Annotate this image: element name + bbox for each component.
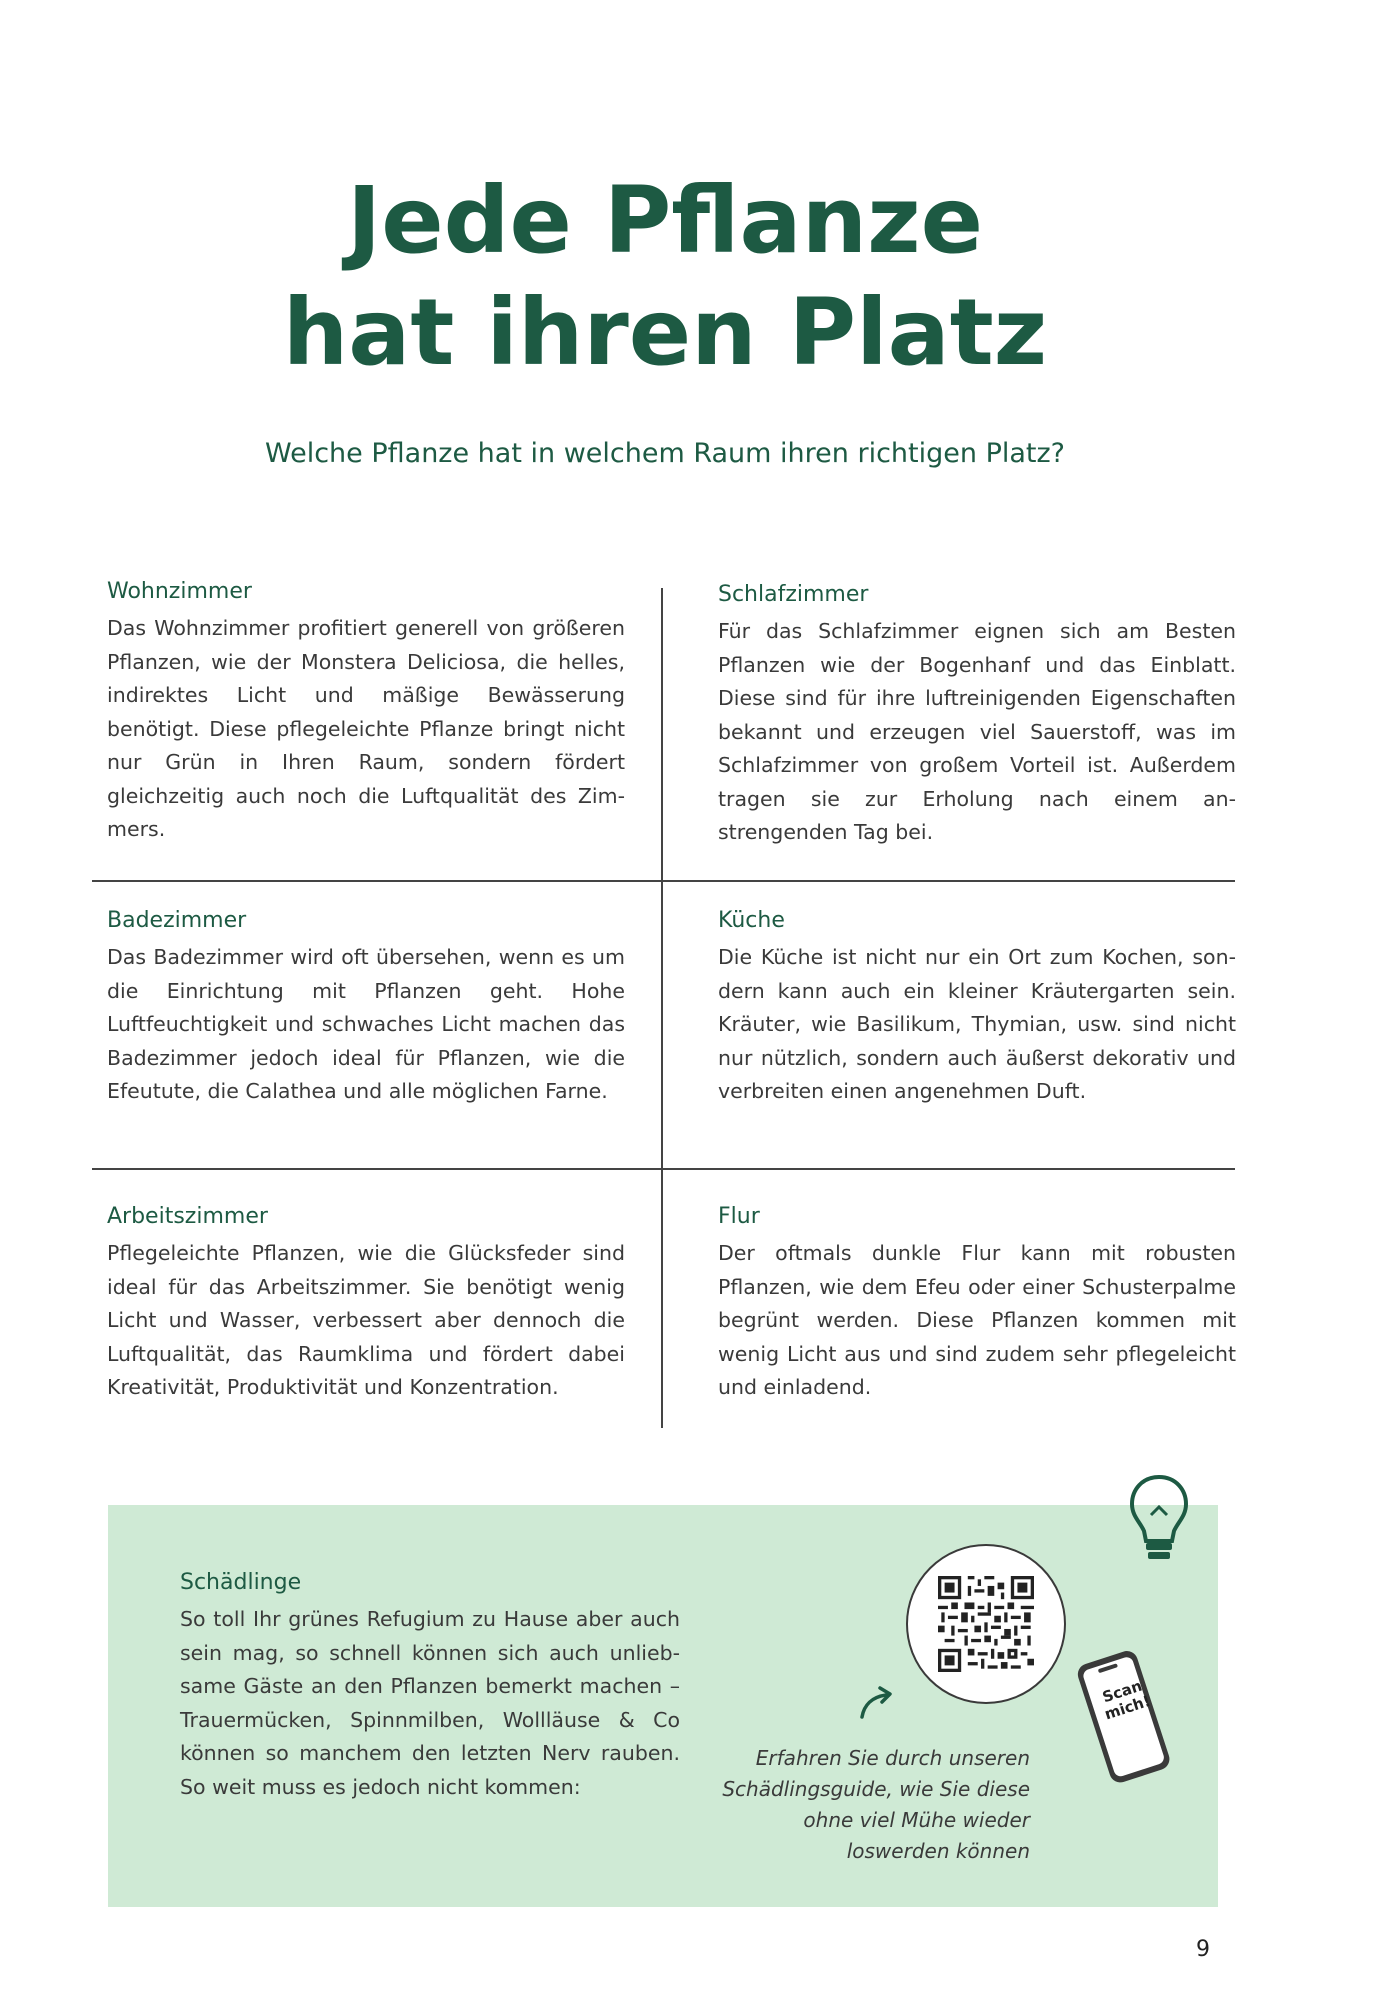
room-card-flur: [718, 1201, 1236, 1405]
room-heading: Badezimmer: [107, 908, 247, 933]
room-card-arbeitszimmer: [107, 1201, 625, 1405]
room-text: Pflegeleichte Pflanzen, wie die Glücksfeder sind ideal für das Arbeitszimmer. Sie benötigt wenig Licht und Wasser, verbessert aber dennoch die Luftqualität, das Raumklima und fördert dabei Kreativität, Produktivität und Konzentration.: [107, 1241, 625, 1399]
scan-me-label: Scan mich!: [1100, 1676, 1153, 1724]
qr-code-badge[interactable]: [906, 1544, 1066, 1704]
curved-arrow-icon: [856, 1683, 900, 1723]
page-number: 9: [1196, 1937, 1210, 1962]
page-subtitle: Welche Pflanze hat in welchem Raum ihren richtigen Platz?: [264, 438, 1065, 469]
room-heading: Arbeitszimmer: [107, 1204, 268, 1229]
room-text: Die Küche ist nicht nur ein Ort zum Kochen, sondern kann auch ein kleiner Kräutergarten sein. Kräuter, wie Basilikum, Thymian, usw. sind nicht nur nützlich, sondern auch äußerst dekorativ und verbreiten einen angenehmen Duft.: [718, 945, 1236, 1103]
lightbulb-icon: [1124, 1471, 1194, 1567]
pests-text-block: [180, 1567, 680, 1804]
room-heading: Küche: [718, 908, 785, 933]
pests-guide-hint: Erfahren Sie durch unseren Schädlingsguide, wie Sie diese ohne viel Mühe wieder loswerden können: [722, 1746, 1030, 1863]
qr-code-icon: [938, 1576, 1034, 1672]
room-card-badezimmer: [107, 905, 625, 1109]
room-card-kueche: [718, 905, 1236, 1109]
room-heading: Wohnzimmer: [107, 579, 252, 604]
room-card-schlafzimmer: [718, 579, 1236, 850]
pests-info-box: [108, 1505, 1218, 1907]
room-text: Für das Schlafzimmer eignen sich am Besten Pflanzen wie der Bogenhanf und das Einblatt. Diese sind für ihre luftreinigenden Eigenschaften bekannt und erzeugen viel Sauerstoff, was im Schlafzimmer von großem Vorteil ist. Außerdem tragen sie zur Erholung nach einem anstrengenden Tag bei.: [718, 619, 1236, 844]
room-text: Das Wohnzimmer profitiert generell von größeren Pflanzen, wie der Monstera Deliciosa, die helles, indirektes Licht und mäßige Bewässerung benötigt. Diese pflegeleichte Pflanze bringt nicht nur Grün in Ihren Raum, sondern fördert gleichzeitig auch noch die Luftqualität des Zimmers.: [107, 616, 625, 841]
room-text: Das Badezimmer wird oft übersehen, wenn es um die Einrichtung mit Pflanzen geht. Hohe Luftfeuchtigkeit und schwaches Licht machen das Badezimmer jedoch ideal für Pflanzen, wie die Efeutute, die Calathea und alle möglichen Farne.: [107, 945, 625, 1103]
grid-horizontal-divider-2: [92, 1168, 1235, 1170]
phone-illustration: [1068, 1643, 1178, 1797]
page-title: [0, 165, 1330, 389]
page-title-line-2: hat ihren Platz: [282, 279, 1048, 386]
grid-vertical-divider: [661, 588, 663, 1428]
room-heading: Schlafzimmer: [718, 582, 869, 607]
pests-heading: Schädlinge: [180, 1570, 302, 1595]
grid-horizontal-divider-1: [92, 880, 1235, 882]
room-text: Der oftmals dunkle Flur kann mit robusten Pflanzen, wie dem Efeu oder einer Schusterpalme begrünt werden. Diese Pflanzen kommen mit wenig Licht aus und sind zudem sehr pflegeleicht und einladend.: [718, 1241, 1236, 1399]
room-card-wohnzimmer: [107, 576, 625, 847]
page-title-line-1: Jede Pflanze: [346, 167, 984, 274]
pests-text: So toll Ihr grünes Refugium zu Hause aber auch sein mag, so schnell können sich auch unliebsame Gäste an den Pflanzen bemerkt machen – Trauermücken, Spinnmilben, Wollläuse & Co können so manchem den letzten Nerv rauben. So weit muss es jedoch nicht kommen:: [180, 1607, 680, 1799]
room-heading: Flur: [718, 1204, 760, 1229]
